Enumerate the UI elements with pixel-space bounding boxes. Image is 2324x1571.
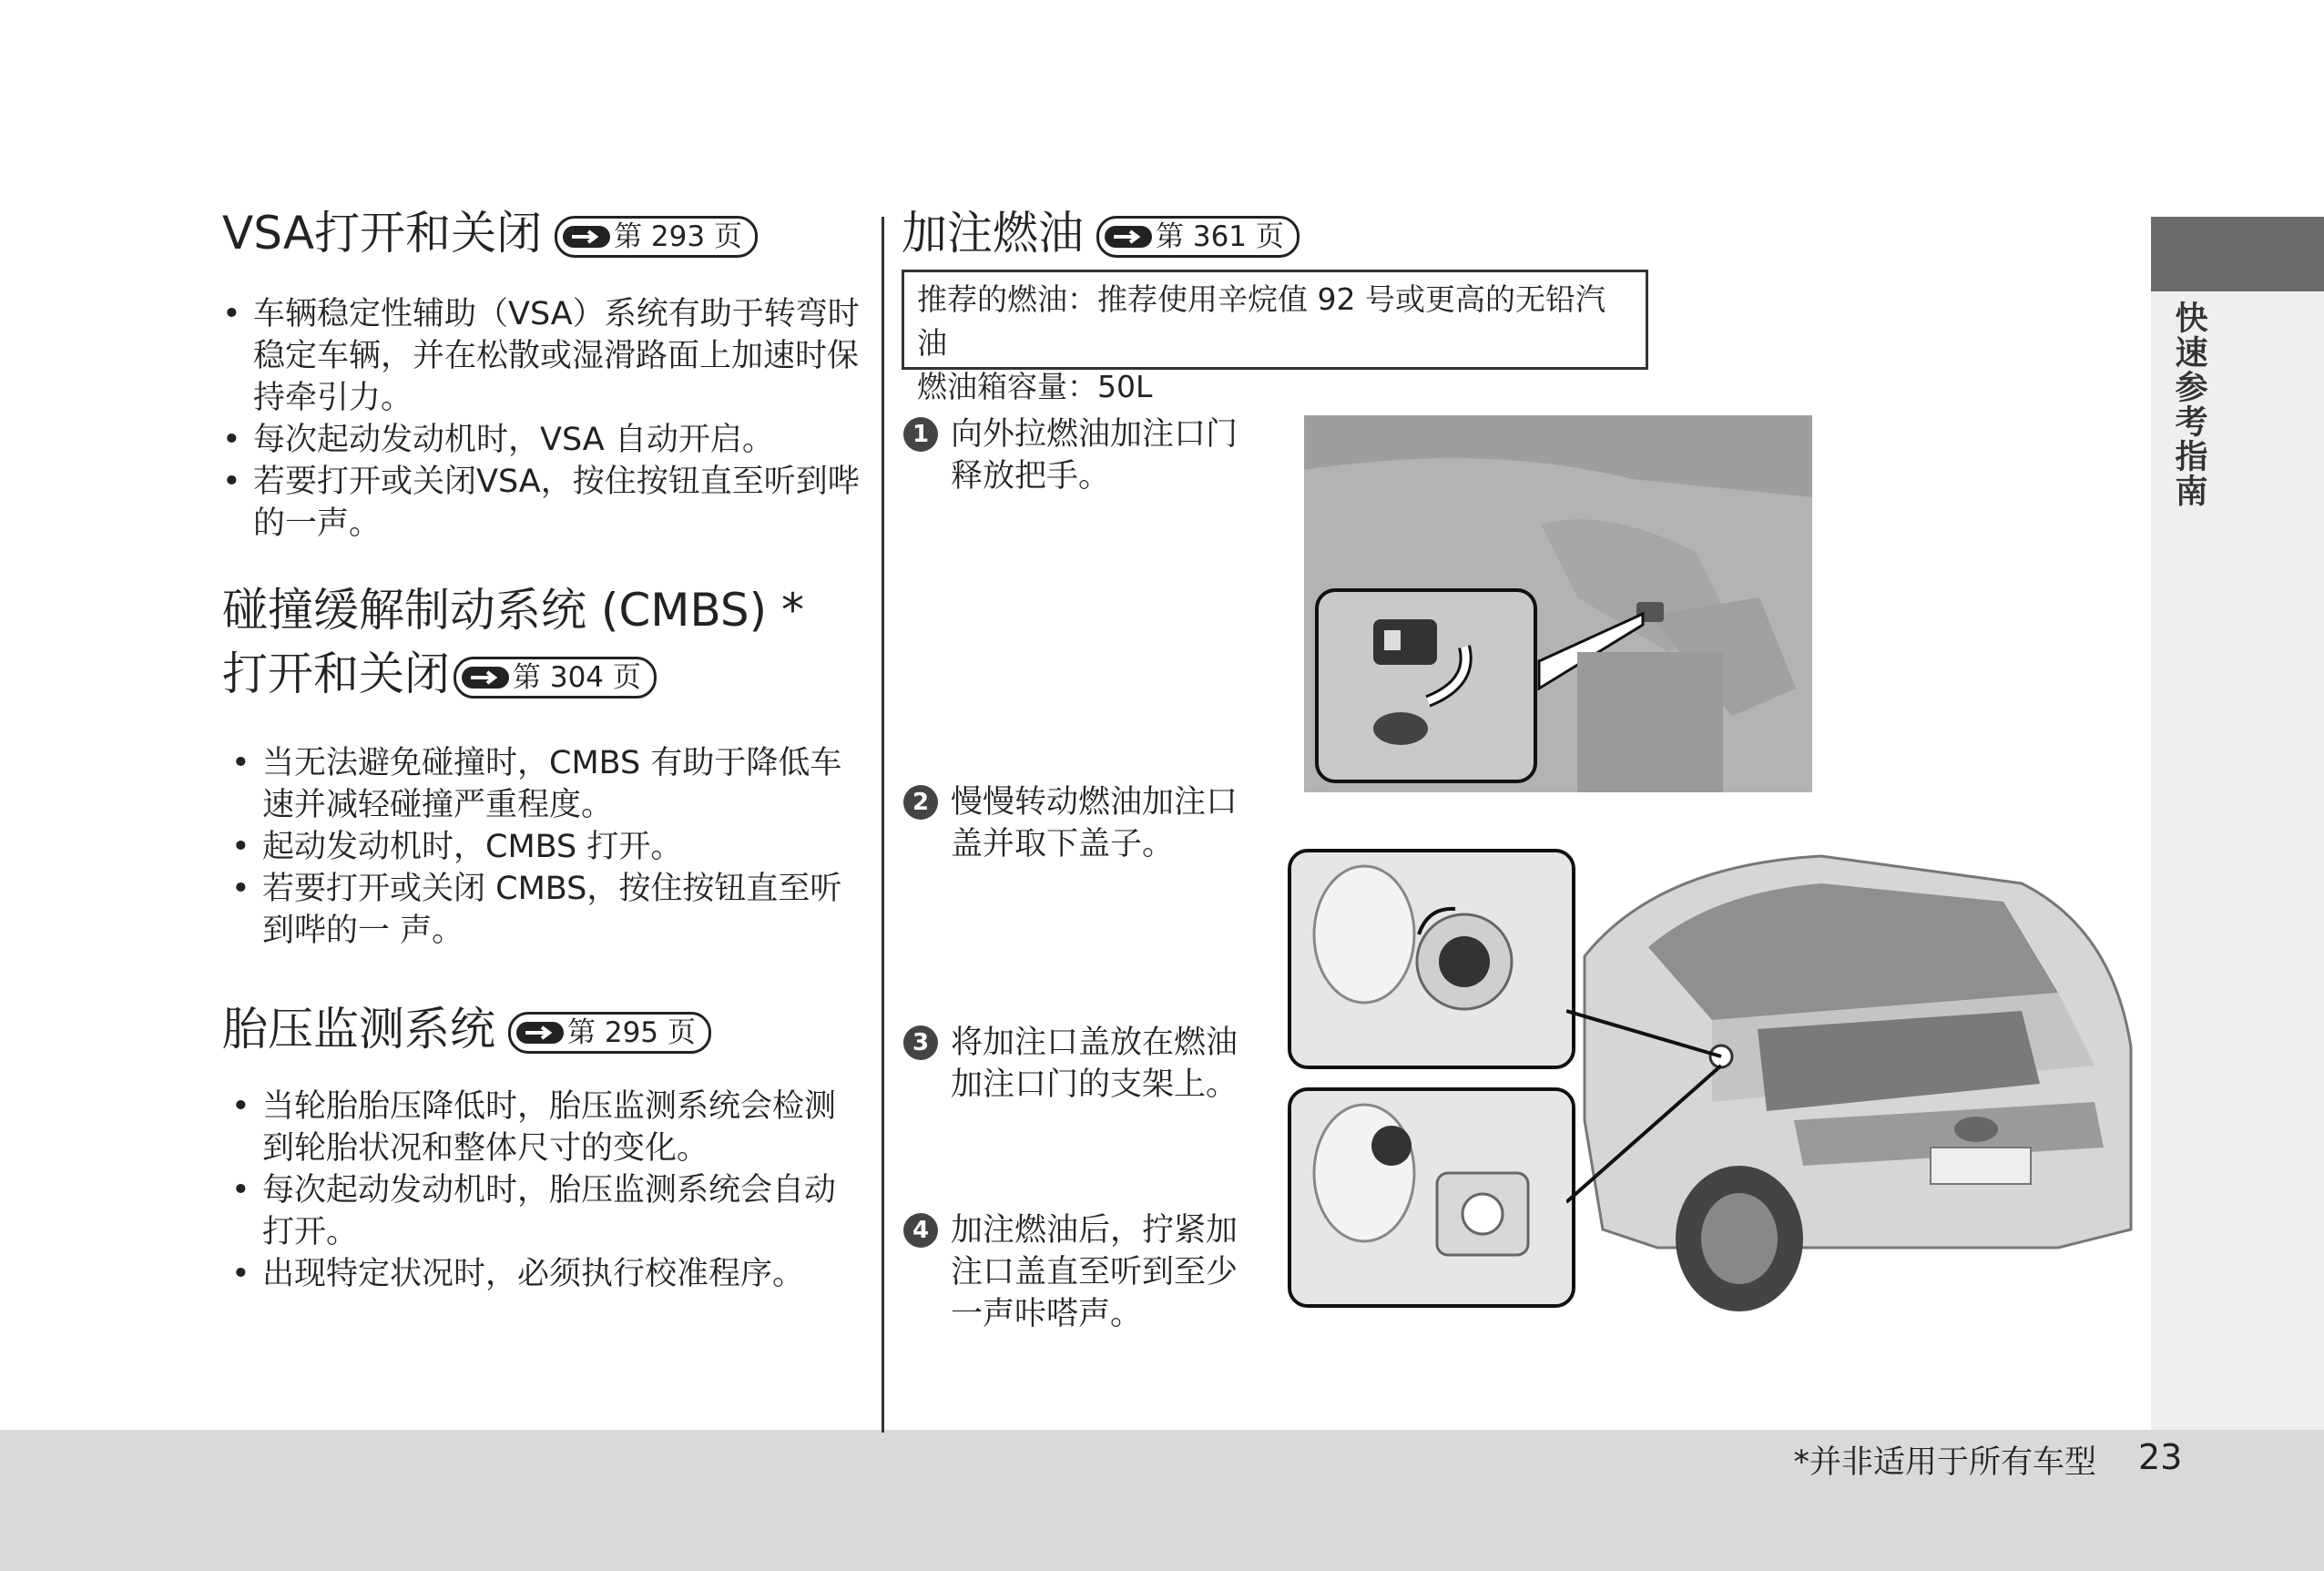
- cmbs-heading-line2: [222, 647, 657, 701]
- fuel-release-illustration: [1304, 415, 1812, 792]
- cmbs-bullets: [228, 742, 865, 952]
- tpms-ref-text: 第 295 页: [567, 1015, 696, 1049]
- fuel-cap-remove-drawing: [1291, 852, 1572, 1066]
- page-number: 23: [2138, 1437, 2183, 1477]
- arrow-icon: [563, 222, 610, 251]
- step-4: [903, 1209, 1268, 1335]
- tpms-bullets: [228, 1086, 865, 1295]
- step-2: [903, 781, 1268, 865]
- list-item: • 若要打开或关闭VSA，按住按钮直至听到哔的一声。: [219, 461, 865, 545]
- list-item: • 每次起动发动机时，VSA 自动开启。: [219, 419, 865, 461]
- list-item: • 起动发动机时，CMBS 打开。: [228, 826, 865, 868]
- cmbs-title: 打开和关闭: [222, 648, 450, 700]
- list-item: • 若要打开或关闭 CMBS，按住按钮直至听到哔的一 声。: [228, 868, 865, 952]
- fuel-ref-text: 第 361 页: [1156, 219, 1284, 253]
- step-1: [903, 413, 1268, 497]
- fuel-spec-box: [902, 270, 1648, 404]
- fuel-spec-capacity: 燃油箱容量：50L: [917, 369, 1153, 404]
- vsa-bullets: [219, 293, 865, 545]
- cmbs-page-ref[interactable]: [454, 657, 657, 699]
- step-text: 加注燃油后，拧紧加注口盖直至听到至少一声咔嗒声。: [951, 1212, 1238, 1332]
- column-divider: [882, 217, 884, 1433]
- fuel-heading: [902, 206, 1300, 260]
- step-text: 慢慢转动燃油加注口盖并取下盖子。: [951, 784, 1238, 862]
- fuel-cap-remove-inset: [1288, 849, 1575, 1069]
- list-item: • 当无法避免碰撞时，CMBS 有助于降低车速并减轻碰撞严重程度。: [228, 742, 865, 826]
- step-number: 2: [903, 785, 938, 820]
- footnote: *并非适用于所有车型: [1793, 1444, 2096, 1481]
- arrow-icon: [1105, 222, 1152, 251]
- step-text: 将加注口盖放在燃油加注口门的支架上。: [951, 1025, 1238, 1103]
- fuel-spec-recommended: 推荐的燃油：推荐使用辛烷值 92 号或更高的无铅汽油: [917, 281, 1605, 361]
- step-text: 向外拉燃油加注口门释放把手。: [951, 416, 1238, 495]
- list-item: • 出现特定状况时，必须执行校准程序。: [228, 1253, 865, 1295]
- fuel-title: 加注燃油: [902, 207, 1084, 260]
- list-item: • 每次起动发动机时，胎压监测系统会自动打开。: [228, 1169, 865, 1253]
- step-number: 4: [903, 1213, 938, 1248]
- vsa-ref-text: 第 293 页: [614, 219, 742, 253]
- vsa-title: VSA打开和关闭: [222, 207, 543, 260]
- release-handle-inset: [1315, 588, 1537, 783]
- callout-lines: [1566, 1002, 1730, 1211]
- tpms-page-ref[interactable]: [508, 1012, 711, 1054]
- list-item: • 车辆稳定性辅助（VSA）系统有助于转弯时稳定车辆，并在松散或湿滑路面上加速时保持牵引力。: [219, 293, 865, 419]
- cmbs-heading-line1: 碰撞缓解制动系统 (CMBS) *: [222, 584, 805, 637]
- arrow-icon: [462, 663, 509, 692]
- vsa-heading: [222, 206, 758, 260]
- step-number: 3: [903, 1025, 938, 1060]
- tpms-heading: [222, 1002, 711, 1056]
- step-number: 1: [903, 417, 938, 452]
- tab-label: 快速参考指南: [2170, 301, 2207, 508]
- fuel-cap-holder-drawing: [1291, 1091, 1572, 1304]
- arrow-icon: [516, 1018, 564, 1047]
- fuel-cap-holder-inset: [1288, 1087, 1575, 1308]
- step-3: [903, 1022, 1268, 1106]
- cmbs-ref-text: 第 304 页: [513, 660, 641, 694]
- vsa-page-ref[interactable]: [555, 216, 758, 258]
- tpms-title: 胎压监测系统: [222, 1003, 495, 1056]
- fuel-page-ref[interactable]: [1096, 216, 1300, 258]
- tab-header-bar: [2151, 217, 2324, 291]
- release-handle-drawing: [1319, 592, 1534, 780]
- list-item: • 当轮胎胎压降低时，胎压监测系统会检测到轮胎状况和整体尺寸的变化。: [228, 1086, 865, 1169]
